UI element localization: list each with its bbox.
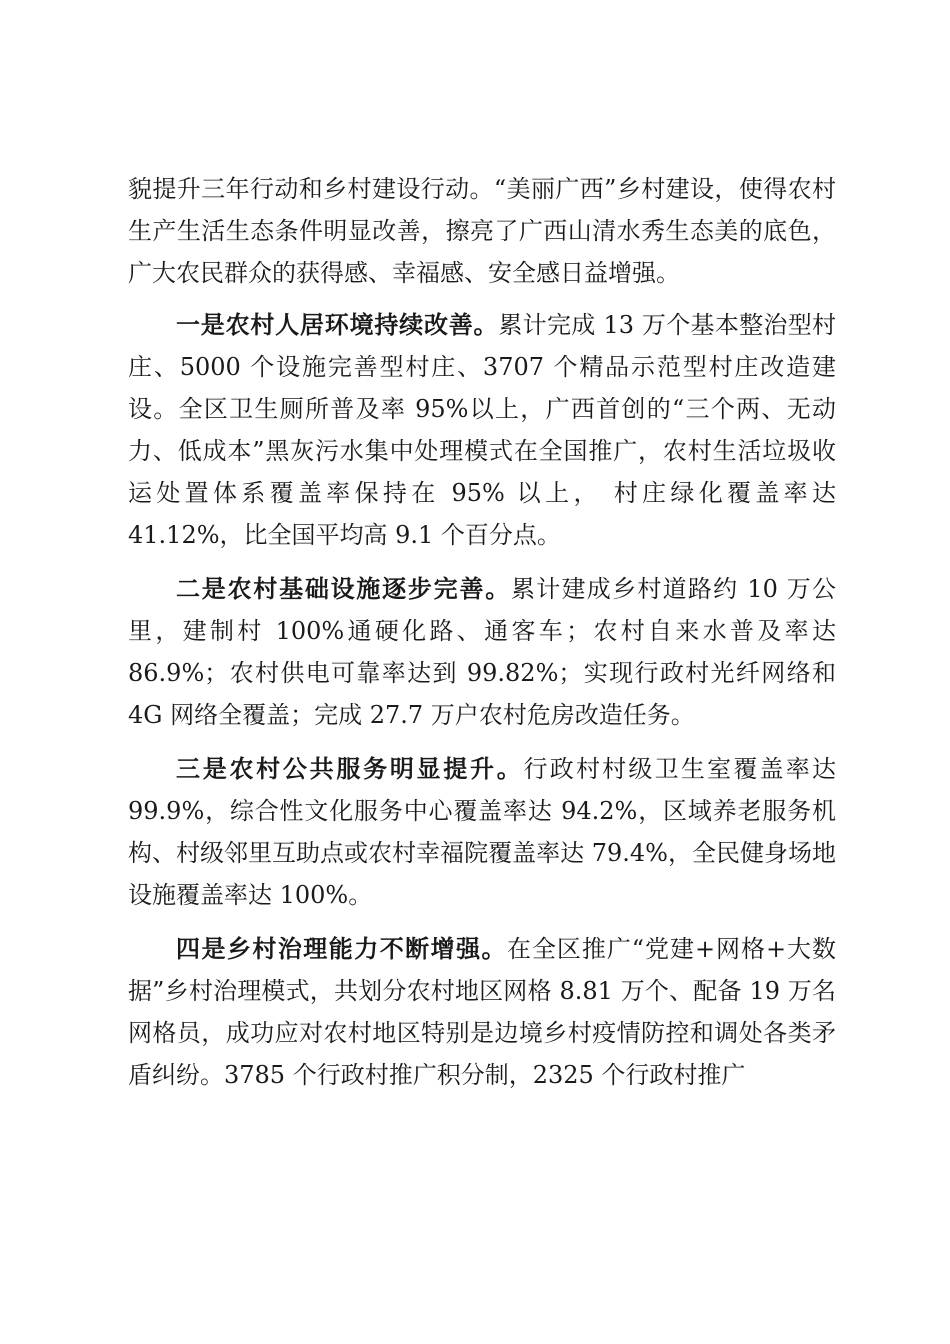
paragraph-lead: 四是乡村治理能力不断增强。 [176,935,507,963]
paragraph-lead: 三是农村公共服务明显提升。 [176,755,524,783]
paragraph-text: 行政村村级卫生室覆盖率达 99.9%，综合性文化服务中心覆盖率达 94.2%，区域养老服务机构、村级邻里互助点或农村幸福院覆盖率达 79.4%，全民健身场地设施覆盖率达 100%。 [128,755,837,909]
paragraph-text: 貌提升三年行动和乡村建设行动。“美丽广西”乡村建设，使得农村生产生活生态条件明显改善，擦亮了广西山清水秀生态美的底色，广大农民群众的获得感、幸福感、安全感日益增强。 [128,175,836,287]
paragraph-public-services [128,748,836,916]
paragraph-text: 在全区推广“党建+网格+大数据”乡村治理模式，共划分农村地区网格 8.81 万个、配备 19 万名网格员，成功应对农村地区特别是边境乡村疫情防控和调处各类矛盾纠纷。3785 个行政村推广积分制，2325 个行政村推广 [128,935,836,1089]
paragraph-lead: 二是农村基础设施逐步完善。 [176,575,511,603]
paragraph-text: 累计建成乡村道路约 10 万公里，建制村 100%通硬化路、通客车；农村自来水普及率达 86.9%；农村供电可靠率达到 99.82%；实现行政村光纤网络和 4G 网络全覆盖；完成 27.7 万户农村危房改造任务。 [128,575,837,729]
paragraph-text: 累计完成 13 万个基本整治型村庄、5000 个设施完善型村庄、3707 个精品示范型村庄改造建设。全区卫生厕所普及率 95%以上，广西首创的“三个两、无动力、低成本”黑灰污水集中处理模式在全国推广，农村生活垃圾收运处置体系覆盖率保持在 95% 以上， 村庄绿化覆盖率达 41.12%，比全国平均高 9.1 个百分点。 [128,311,837,549]
paragraph-living-environment [128,304,836,556]
paragraph-intro [128,168,836,294]
paragraph-governance [128,928,836,1096]
paragraph-infrastructure [128,568,836,736]
document-body [128,168,836,1108]
paragraph-lead: 一是农村人居环境持续改善。 [176,311,499,339]
